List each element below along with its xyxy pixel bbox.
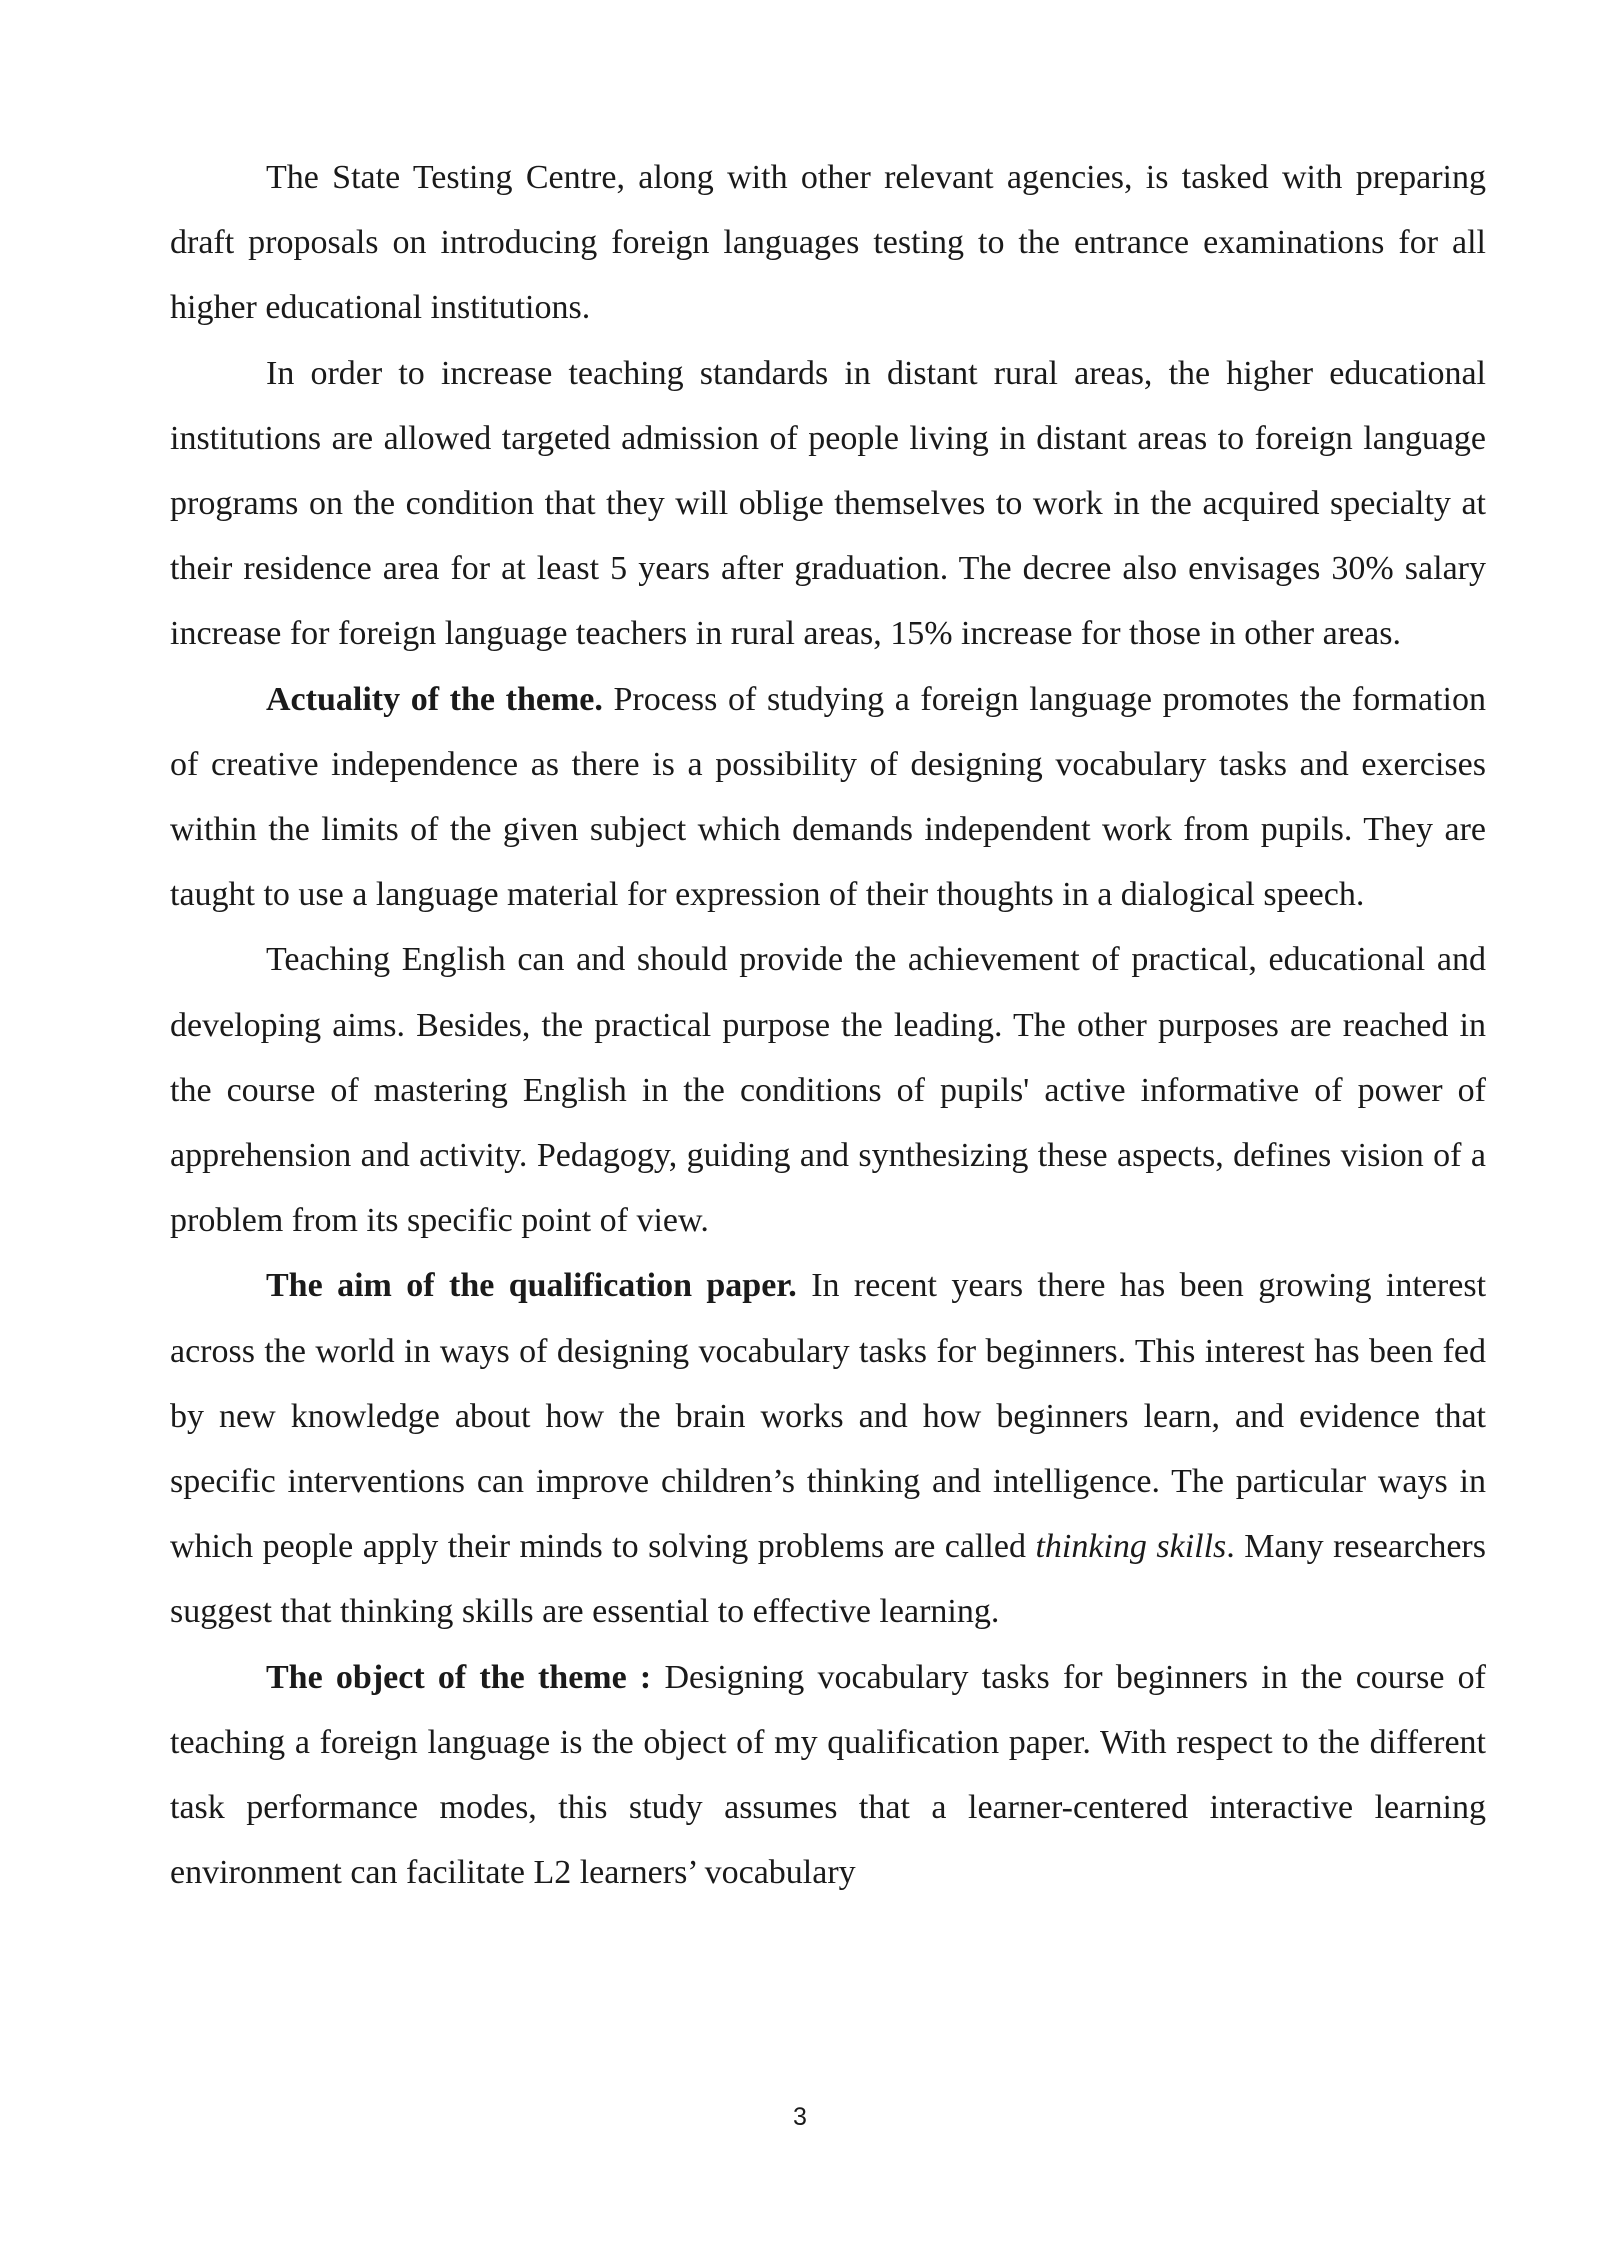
paragraph-text: The State Testing Centre, along with other relevant agencies, is tasked with preparing draft proposals on introducing foreign languages testing to the entrance examinations for all higher educational institutions. [170, 159, 1486, 327]
paragraph-teaching-english [170, 927, 1486, 1253]
section-heading-aim: The aim of the qualification paper. [266, 1267, 797, 1305]
body-text [170, 145, 1486, 1905]
paragraph-text: Designing vocabulary tasks for beginners in the course of teaching a foreign language is the object of my qualification paper. With respect to the different task performance modes, this study assumes that a learner-centered interactive learning environment can facilitate L2 learners’ vocabulary [170, 1658, 1486, 1892]
paragraph-object [170, 1645, 1486, 1906]
paragraph-text: . Many researchers suggest that thinking skills are essential to effective learning. [170, 1528, 1486, 1631]
paragraph-text: Process of studying a foreign language promotes the formation of creative independence as there is a possibility of designing vocabulary tasks and exercises within the limits of the given subject which demands independent work from pupils. They are taught to use a language material for expression of their thoughts in a dialogical speech. [170, 680, 1486, 914]
section-heading-actuality: Actuality of the theme. [266, 680, 603, 718]
paragraph-aim [170, 1253, 1486, 1644]
page-number: 3 [793, 2103, 807, 2131]
paragraph-testing-centre [170, 145, 1486, 341]
paragraph-rural-areas [170, 341, 1486, 667]
paragraph-text: In recent years there has been growing interest across the world in ways of designing vocabulary tasks for beginners. This interest has been fed by new knowledge about how the brain works and how beginners learn, and evidence that specific interventions can improve children’s thinking and intelligence. The particular ways in which people apply their minds to solving problems are called [170, 1267, 1487, 1566]
paragraph-text: In order to increase teaching standards in distant rural areas, the higher educational institutions are allowed targeted admission of people living in distant areas to foreign language programs on the condition that they will oblige themselves to work in the acquired specialty at their residence area for at least 5 years after graduation. The decree also envisages 30% salary increase for foreign language teachers in rural areas, 15% increase for those in other areas. [170, 354, 1486, 653]
paragraph-actuality [170, 667, 1486, 928]
paragraph-text: Teaching English can and should provide the achievement of practical, educational and developing aims. Besides, the practical purpose the leading. The other purposes are reached in the course of mastering English in the conditions of pupils' active informative of power of apprehension and activity. Pedagogy, guiding and synthesizing these aspects, defines vision of a problem from its specific point of view. [170, 941, 1486, 1240]
italic-term: thinking skills [1035, 1528, 1227, 1566]
section-heading-object: The object of the theme : [266, 1658, 652, 1696]
